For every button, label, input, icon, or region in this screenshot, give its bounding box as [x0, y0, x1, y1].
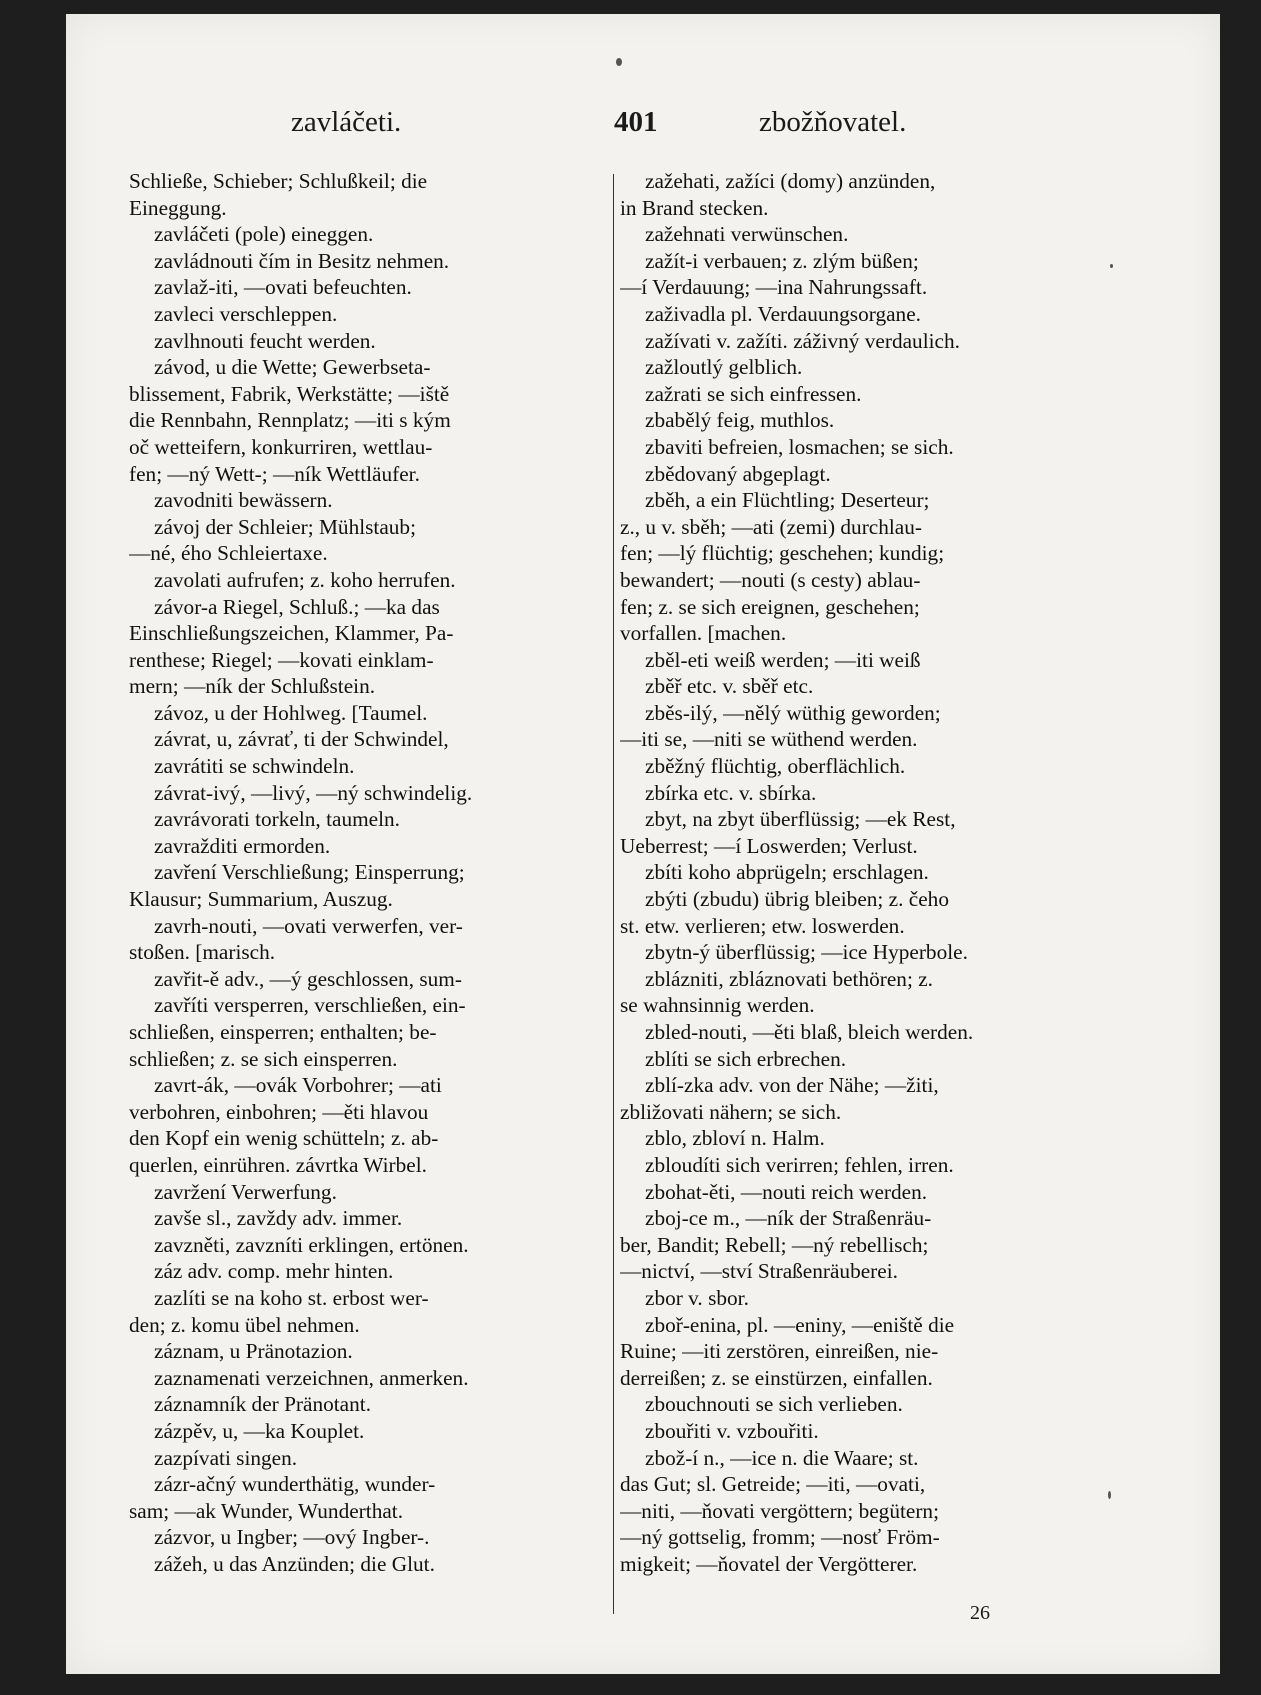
entry-line: zběř etc. v. sběř etc.: [645, 674, 814, 699]
entry-line: fen; —ný Wett-; —ník Wettläufer.: [129, 461, 420, 486]
entry-line: —niti, —ňovati vergöttern; begütern;: [620, 1498, 939, 1523]
header-right-guide-word: zbožňovatel.: [759, 106, 907, 138]
entry-line: zažehati, zažíci (domy) anzünden,: [645, 169, 936, 193]
entry-line: zběh, a ein Flüchtling; Deserteur;: [645, 488, 930, 513]
entry-line: zbýti (zbudu) übrig bleiben; z. čeho: [645, 887, 949, 912]
entry-line: Einschließungszeichen, Klammer, Pa-: [129, 621, 454, 646]
entry-line: Ueberrest; —í Loswerden; Verlust.: [620, 833, 918, 858]
entry-line: zbouchnouti se sich verlieben.: [645, 1392, 903, 1417]
left-column: [129, 168, 629, 1577]
entry-line: den Kopf ein wenig schütteln; z. ab-: [129, 1126, 439, 1151]
entry-line: zboř-enina, pl. —eniny, —eniště die: [645, 1312, 955, 1337]
entry-line: vorfallen. [machen.: [620, 621, 787, 646]
entry-line: zbor v. sbor.: [645, 1285, 749, 1310]
entry-line: se wahnsinnig werden.: [620, 993, 815, 1018]
entry-line: zažít-i verbauen; z. zlým büßen;: [645, 248, 919, 273]
entry-line: zblí-zka adv. von der Nähe; —žiti,: [645, 1073, 939, 1098]
entry-line: den; z. komu übel nehmen.: [129, 1312, 360, 1337]
entry-line: Eineggung.: [129, 195, 227, 220]
entry-line: bewandert; —nouti (s cesty) ablau-: [620, 567, 921, 592]
entry-line: —nictví, —ství Straßenräuberei.: [620, 1259, 898, 1284]
entry-line: mern; —ník der Schlußstein.: [129, 674, 376, 699]
entry-line: zaživadla pl. Verdauungsorgane.: [645, 301, 921, 326]
dictionary-page: [66, 14, 1220, 1674]
entry-line: zbohat-ěti, —nouti reich werden.: [645, 1179, 928, 1204]
entry-line: zbyt, na zbyt überflüssig; —ek Rest,: [645, 807, 956, 832]
page-number: 401: [614, 106, 658, 138]
entry-line: zážeh, u das Anzünden; die Glut.: [154, 1551, 435, 1576]
entry-line: zazlíti se na koho st. erbost wer-: [154, 1285, 429, 1310]
entry-line: zavříti versperren, verschließen, ein-: [154, 993, 466, 1018]
entry-line: derreißen; z. se einstürzen, einfallen.: [620, 1365, 933, 1390]
header-left-guide-word: zavláčeti.: [291, 106, 402, 138]
entry-line: zbytn-ý überflüssig; —ice Hyperbole.: [645, 940, 968, 965]
entry-line: zavrávorati torkeln, taumeln.: [154, 807, 400, 832]
entry-line: zběl-eti weiß werden; —iti weiß: [645, 647, 921, 672]
entry-line: záznam, u Pränotazion.: [154, 1339, 353, 1364]
entry-line: migkeit; —ňovatel der Vergötterer.: [620, 1551, 918, 1576]
entry-line: fen; —lý flüchtig; geschehen; kundig;: [620, 541, 945, 566]
entry-line: zbírka etc. v. sbírka.: [645, 780, 817, 805]
entry-line: zavřit-ě adv., —ý geschlossen, sum-: [154, 966, 462, 991]
entry-line: zažehnati verwünschen.: [645, 222, 849, 247]
entry-line: zavlhnouti feucht werden.: [154, 328, 376, 353]
entry-line: zbaviti befreien, losmachen; se sich.: [645, 434, 954, 459]
entry-line: zazpívati singen.: [154, 1445, 298, 1470]
entry-line: zázpěv, u, —ka Kouplet.: [154, 1418, 365, 1443]
entry-line: zblo, zbloví n. Halm.: [645, 1126, 825, 1151]
entry-line: závoz, u der Hohlweg. [Taumel.: [154, 700, 428, 725]
entry-line: zblíti se sich erbrechen.: [645, 1046, 847, 1071]
entry-line: zavrátiti se schwindeln.: [154, 754, 355, 779]
entry-line: —ný gottselig, fromm; —nosť Fröm-: [620, 1525, 940, 1550]
entry-line: zažrati se sich einfressen.: [645, 381, 862, 406]
entry-line: sam; —ak Wunder, Wunderthat.: [129, 1498, 404, 1523]
entry-line: zavodniti bewässern.: [154, 488, 333, 513]
entry-line: in Brand stecken.: [620, 195, 769, 220]
entry-line: závrat-ivý, —livý, —ný schwindelig.: [154, 780, 473, 805]
entry-line: zavražditi ermorden.: [154, 833, 331, 858]
entry-line: zbled-nouti, —ěti blaß, bleich werden.: [645, 1020, 974, 1044]
entry-line: zbědovaný abgeplagt.: [645, 461, 831, 486]
signature-mark: 26: [970, 1602, 990, 1624]
right-column: [620, 168, 1120, 1577]
entry-line: schließen; z. se sich einsperren.: [129, 1046, 398, 1071]
entry-line: zavláčeti (pole) einеggen.: [154, 222, 374, 247]
entry-line: zbabělý feig, muthlos.: [645, 408, 835, 433]
entry-line: —í Verdauung; —ina Nahrungssaft.: [620, 275, 928, 300]
entry-line: závoj der Schleier; Mühlstaub;: [154, 514, 416, 539]
entry-line: z., u v. sběh; —ati (zemi) durchlau-: [620, 514, 922, 539]
entry-line: záznamník der Pränotant.: [154, 1392, 372, 1417]
entry-line: zbíti koho abprügeln; erschlagen.: [645, 860, 929, 885]
entry-line: zblázniti, zbláznovati bethören; z.: [645, 966, 933, 991]
entry-line: fen; z. se sich ereignen, geschehen;: [620, 594, 920, 619]
entry-line: oč wetteifern, konkurriren, wettlau-: [129, 434, 433, 459]
entry-line: verbohren, einbohren; —ěti hlavou: [129, 1099, 429, 1124]
entry-line: zboj-ce m., —ník der Straßenräu-: [645, 1206, 932, 1231]
entry-line: Schließe, Schieber; Schlußkeil; die: [129, 169, 428, 193]
entry-line: zavše sl., zavždy adv. immer.: [154, 1206, 403, 1231]
entry-line: zavření Verschließung; Einsperrung;: [154, 860, 465, 885]
entry-line: zběs-ilý, —nělý wüthig geworden;: [645, 700, 941, 725]
entry-line: zbližovati nähern; se sich.: [620, 1099, 842, 1124]
entry-line: —iti se, —niti se wüthend werden.: [620, 727, 918, 752]
entry-line: záz adv. comp. mehr hinten.: [154, 1259, 394, 1284]
entry-line: zbouřiti v. vzbouřiti.: [645, 1418, 819, 1443]
entry-line: ber, Bandit; Rebell; —ný rebellisch;: [620, 1232, 929, 1257]
entry-line: zázvor, u Ingber; —ový Ingber-.: [154, 1525, 430, 1550]
entry-line: die Rennbahn, Rennplatz; —iti s kým: [129, 408, 451, 433]
entry-line: zavzněti, zavzníti erklingen, ertönen.: [154, 1232, 469, 1257]
entry-line: zažloutlý gelblich.: [645, 355, 803, 380]
entry-line: závor-a Riegel, Schluß.; —ka das: [154, 594, 440, 619]
page-speck: [616, 58, 622, 66]
entry-line: —né, ého Schleiertaxe.: [129, 541, 328, 566]
entry-line: závrat, u, závrať, ti der Schwindel,: [154, 727, 449, 752]
entry-line: stoßen. [marisch.: [129, 940, 276, 965]
entry-line: zázr-ačný wunderthätig, wunder-: [154, 1472, 436, 1497]
entry-line: zbož-í n., —ice n. die Waare; st.: [645, 1445, 919, 1470]
entry-line: zavlaž-iti, —ovati befeuchten.: [154, 275, 412, 300]
entry-line: das Gut; sl. Getreide; —iti, —ovati,: [620, 1472, 926, 1497]
entry-line: zaznamenati verzeichnen, anmerken.: [154, 1365, 469, 1390]
entry-line: zavolati aufrufen; z. koho herrufen.: [154, 567, 456, 592]
entry-line: zavládnouti čím in Besitz nehmen.: [154, 248, 450, 273]
entry-line: st. etw. verlieren; etw. loswerden.: [620, 913, 905, 938]
entry-line: zažívati v. zažíti. záživný verdaulich.: [645, 328, 960, 353]
entry-line: Klausur; Summarium, Auszug.: [129, 887, 393, 912]
entry-line: zavrh-nouti, —ovati verwerfen, ver-: [154, 913, 463, 938]
entry-line: querlen, einrühren. závrtka Wirbel.: [129, 1152, 427, 1177]
page-header: [66, 106, 1220, 146]
entry-line: blissement, Fabrik, Werkstätte; —iště: [129, 381, 450, 406]
entry-line: zavrt-ák, —ovák Vorbohrer; —ati: [154, 1073, 442, 1098]
entry-line: zbloudíti sich verirren; fehlen, irren.: [645, 1152, 954, 1177]
entry-line: závod, u die Wette; Gewerbseta-: [154, 355, 431, 380]
entry-line: renthese; Riegel; —kovati einklam-: [129, 647, 434, 672]
entry-line: zběžný flüchtig, oberflächlich.: [645, 754, 906, 779]
entry-line: Ruine; —iti zerstören, einreißen, nie-: [620, 1339, 939, 1364]
entry-line: schließen, einsperren; enthalten; be-: [129, 1020, 437, 1044]
column-divider: [613, 174, 614, 1614]
entry-line: zavleci verschleppen.: [154, 301, 338, 326]
entry-line: zavržení Verwerfung.: [154, 1179, 337, 1204]
